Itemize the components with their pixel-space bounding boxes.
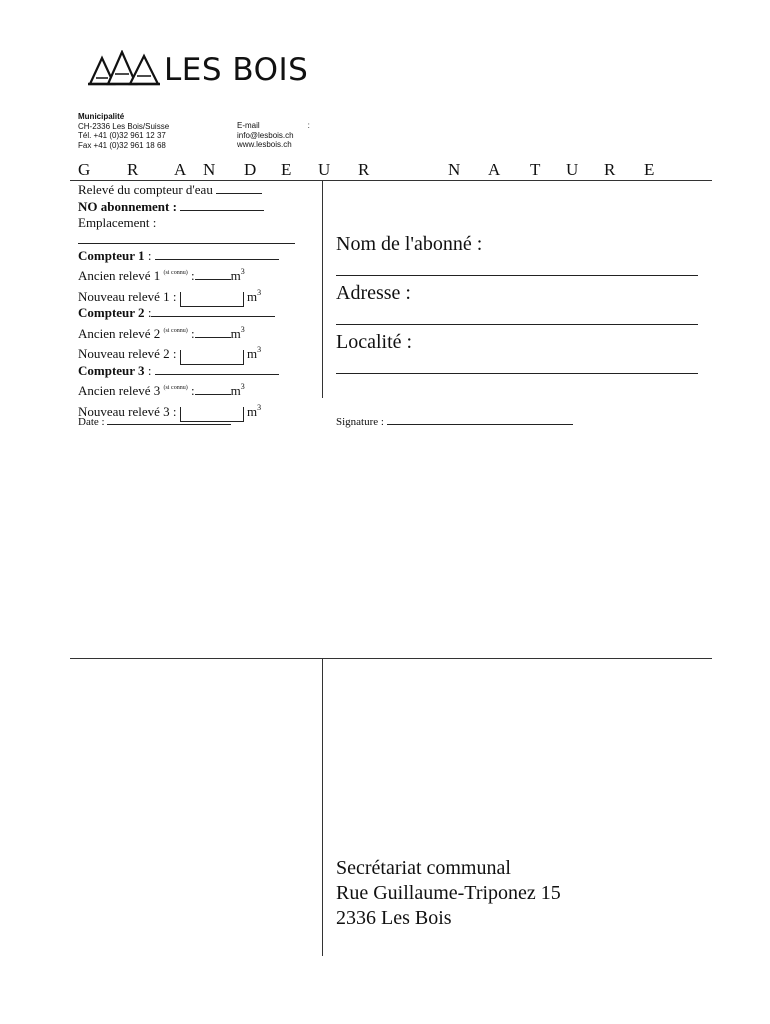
ancien3-field[interactable] xyxy=(195,383,231,395)
subscriber-name-field[interactable] xyxy=(336,275,698,276)
top-column-divider xyxy=(322,180,323,398)
phone-number: Tél. +41 (0)32 961 12 37 xyxy=(78,131,166,140)
emplacement-row xyxy=(78,232,295,248)
email-label: E-mail : xyxy=(237,121,310,130)
compteur1-field[interactable] xyxy=(155,248,279,260)
compteur3-row: Compteur 3 : xyxy=(78,363,295,380)
contact-left xyxy=(78,112,169,150)
meter-form xyxy=(78,182,295,420)
nouveau2-row: Nouveau relevé 2 : $m^3$ xyxy=(78,342,295,363)
abonnement-row: NO abonnement : xyxy=(78,199,295,216)
top-separator xyxy=(70,180,712,181)
ancien3-row: Ancien relevé 3 $^{(si connu)}$ : $m^3$ xyxy=(78,382,245,398)
recipient-line: 2336 Les Bois xyxy=(336,907,452,929)
date-field[interactable] xyxy=(107,414,231,425)
email-address[interactable]: info@lesbois.ch xyxy=(237,130,294,140)
tagline-letter: R xyxy=(127,160,139,179)
recipient-line: Secrétariat communal xyxy=(336,857,511,879)
contact-right xyxy=(237,121,310,150)
recipient-line: Rue Guillaume-Triponez 15 xyxy=(336,882,561,904)
ancien1-field[interactable] xyxy=(195,268,231,280)
website[interactable]: www.lesbois.ch xyxy=(237,140,292,149)
tagline-letter: U xyxy=(566,160,579,179)
tagline-letter: N xyxy=(448,160,461,179)
logo xyxy=(88,46,308,86)
subscriber-name-label: Nom de l'abonné : xyxy=(336,233,483,255)
emplacement-field[interactable] xyxy=(78,232,295,244)
bottom-column-divider xyxy=(322,658,323,956)
form-title-row: Relevé du compteur d'eau xyxy=(78,182,295,199)
compteur2-field[interactable] xyxy=(151,305,275,317)
subscriber-address-label: Adresse : xyxy=(336,282,411,304)
tagline-letter: G xyxy=(78,160,91,179)
tagline-letter: N xyxy=(203,160,216,179)
tagline-letter: E xyxy=(281,160,292,179)
date-row: Date : xyxy=(78,414,231,428)
tagline-letter: U xyxy=(318,160,331,179)
org-name: Municipalité xyxy=(78,112,125,121)
tagline-letter: R xyxy=(358,160,370,179)
compteur1-row: Compteur 1 : xyxy=(78,248,295,265)
ancien1-row: Ancien relevé 1 $^{(si connu)}$ : $m^3$ xyxy=(78,267,245,283)
form-title-field[interactable] xyxy=(216,182,262,194)
tagline-letter: E xyxy=(644,160,655,179)
ancien2-row: Ancien relevé 2 $^{(si connu)}$ : $m^3$ xyxy=(78,324,245,341)
fax-number: Fax +41 (0)32 961 18 68 xyxy=(78,140,166,150)
signature-row: Signature : xyxy=(336,414,573,428)
postal-address: CH-2336 Les Bois/Suisse xyxy=(78,121,170,131)
tagline-letter: R xyxy=(604,160,616,179)
signature-field[interactable] xyxy=(387,414,573,425)
compteur2-row: Compteur 2 : xyxy=(78,305,295,322)
logo-text: LES BOIS xyxy=(164,52,309,88)
tagline-letter: T xyxy=(530,160,541,179)
nouveau1-row: Nouveau relevé 1 : $m^3$ xyxy=(78,285,295,306)
subscriber-locality-field[interactable] xyxy=(336,373,698,374)
abonnement-field[interactable] xyxy=(180,199,264,211)
tagline-letter: A xyxy=(488,160,501,179)
emplacement-label: Emplacement : xyxy=(78,215,157,230)
subscriber-locality-label: Localité : xyxy=(336,331,413,353)
ancien2-field[interactable] xyxy=(195,326,231,338)
tagline-letter: A xyxy=(174,160,187,179)
fold-separator xyxy=(70,658,712,659)
subscriber-address-field[interactable] xyxy=(336,324,698,325)
tagline-letter: D xyxy=(244,160,257,179)
recipient-address xyxy=(336,856,561,931)
compteur3-field[interactable] xyxy=(155,363,279,375)
tree-logo-icon xyxy=(88,50,160,86)
nouveau3-row: Nouveau relevé 3 : $m^3$ xyxy=(78,400,295,421)
